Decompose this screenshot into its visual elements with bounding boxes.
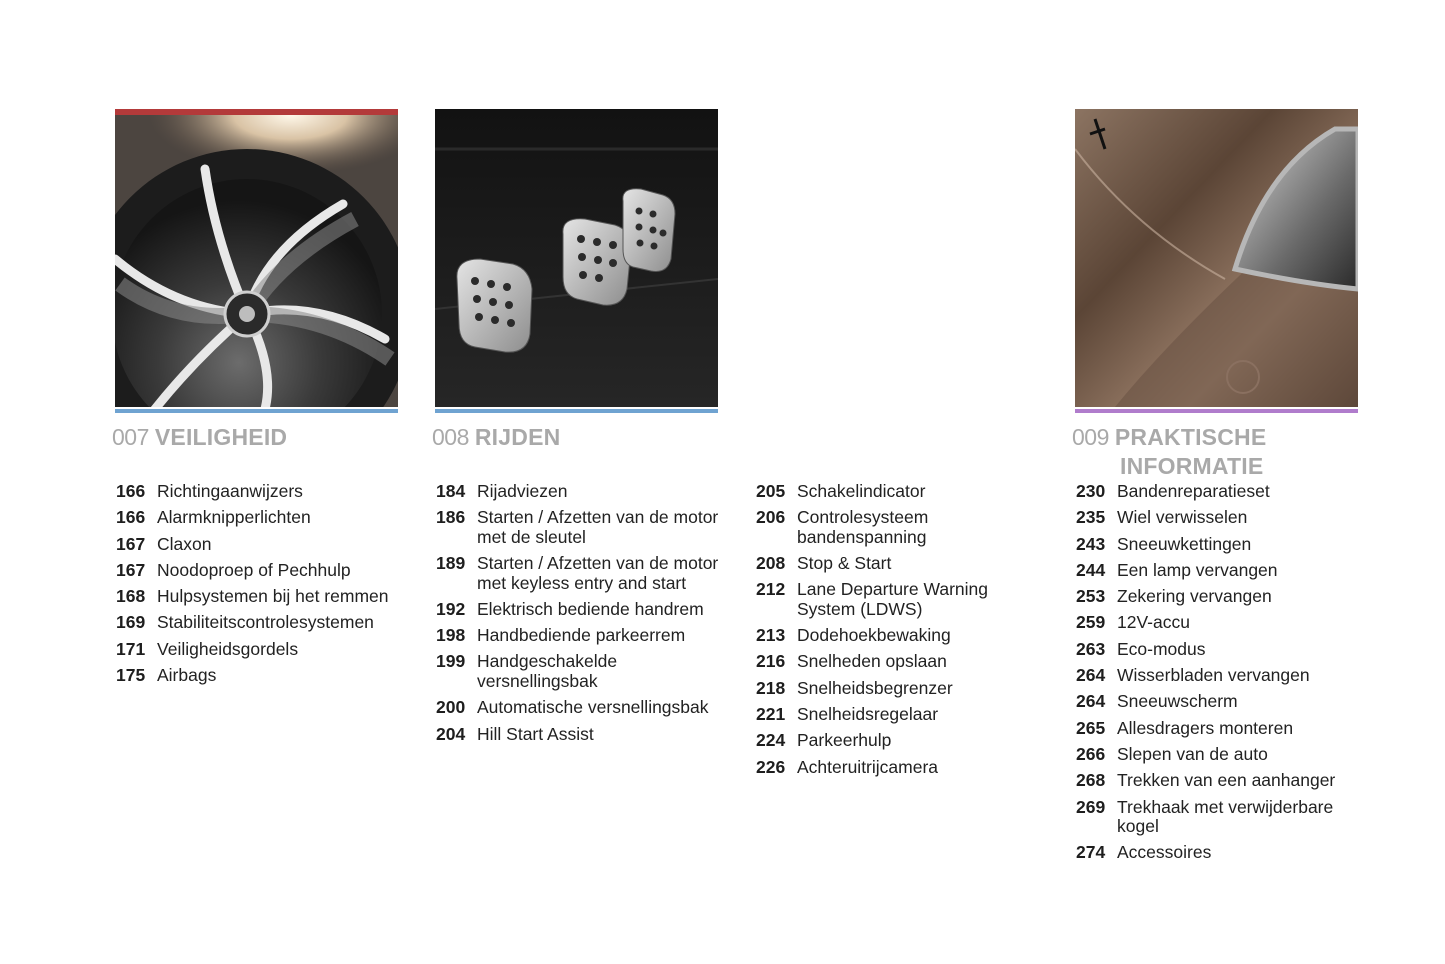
page-number: 230 xyxy=(1076,481,1106,501)
toc-entry[interactable] xyxy=(436,554,726,593)
section-divider xyxy=(435,409,718,413)
toc-entry[interactable] xyxy=(1076,843,1366,863)
entry-label: Hulpsystemen bij het remmen xyxy=(157,586,389,607)
toc-list-rijden xyxy=(436,482,726,751)
entry-label: Handgeschakelde versnellingsbak xyxy=(477,651,618,691)
section-number: 009 xyxy=(1072,424,1109,450)
page-number: 200 xyxy=(436,697,466,718)
toc-entry[interactable] xyxy=(756,508,1036,547)
toc-entry[interactable] xyxy=(116,666,406,686)
page-number: 269 xyxy=(1076,796,1106,817)
toc-entry[interactable] xyxy=(116,508,406,528)
entry-label: Automatische versnellingsbak xyxy=(477,697,709,718)
page-number: 189 xyxy=(436,553,466,574)
page-number: 221 xyxy=(756,704,786,725)
page-number: 274 xyxy=(1076,842,1106,863)
toc-entry[interactable] xyxy=(436,508,726,547)
page-number: 204 xyxy=(436,723,466,744)
toc-entry[interactable] xyxy=(436,725,726,745)
entry-label: Snelheidsregelaar xyxy=(797,704,939,725)
page-number: 168 xyxy=(116,586,146,607)
entry-label: Stabiliteitscontrolesystemen xyxy=(157,612,374,633)
page-number: 265 xyxy=(1076,717,1106,738)
entry-label: Eco-modus xyxy=(1117,638,1206,659)
entry-label: Stop & Start xyxy=(797,553,892,574)
toc-entry[interactable] xyxy=(756,482,1036,502)
toc-entry[interactable] xyxy=(756,758,1036,778)
toc-entry[interactable] xyxy=(756,554,1036,574)
page-number: 218 xyxy=(756,677,786,698)
entry-label: Lane Departure Warning System (LDWS) xyxy=(797,579,988,619)
page-number: 175 xyxy=(116,665,146,686)
toc-entry[interactable] xyxy=(1076,798,1366,837)
entry-label: Schakelindicator xyxy=(797,481,926,501)
entry-label: Richtingaanwijzers xyxy=(157,481,303,501)
toc-entry[interactable] xyxy=(436,626,726,646)
entry-label: Wiel verwisselen xyxy=(1117,507,1248,528)
page-number: 235 xyxy=(1076,507,1106,528)
page-number: 166 xyxy=(116,481,146,501)
toc-entry[interactable] xyxy=(1076,508,1366,528)
page-number: 244 xyxy=(1076,559,1106,580)
page-number: 259 xyxy=(1076,612,1106,633)
entry-label: Airbags xyxy=(157,665,217,686)
section-title: PRAKTISCHE xyxy=(1114,424,1267,450)
page-number: 205 xyxy=(756,481,786,501)
page-number: 198 xyxy=(436,625,466,646)
toc-entry[interactable] xyxy=(116,482,406,502)
toc-entry[interactable] xyxy=(116,587,406,607)
entry-label: Allesdragers monteren xyxy=(1117,717,1294,738)
toc-entry[interactable] xyxy=(756,580,1036,619)
entry-label: Rijadviezen xyxy=(477,481,568,501)
toc-entry[interactable] xyxy=(436,482,726,502)
page-number: 171 xyxy=(116,638,146,659)
section-heading-praktische-informatie xyxy=(1072,423,1266,481)
toc-entry[interactable] xyxy=(1076,613,1366,633)
section-number: 008 xyxy=(432,424,469,450)
page-number: 186 xyxy=(436,507,466,528)
entry-label: Handbediende parkeerrem xyxy=(477,625,686,646)
toc-entry[interactable] xyxy=(116,640,406,660)
entry-label: Trekhaak met verwijderbare kogel xyxy=(1117,796,1334,837)
entry-label: Bandenreparatieset xyxy=(1117,481,1270,501)
entry-label: Slepen van de auto xyxy=(1117,743,1268,764)
entry-label: Accessoires xyxy=(1117,842,1212,863)
toc-entry[interactable] xyxy=(116,613,406,633)
toc-entry[interactable] xyxy=(1076,745,1366,765)
entry-label: Elektrisch bediende handrem xyxy=(477,598,704,619)
entry-label: Starten / Afzetten van de motor met keyless entry and start xyxy=(477,553,719,593)
page-number: 167 xyxy=(116,533,146,554)
page-number: 206 xyxy=(756,507,786,528)
entry-label: Parkeerhulp xyxy=(797,730,892,751)
entry-label: Snelheden opslaan xyxy=(797,651,947,672)
page-number: 216 xyxy=(756,651,786,672)
page-number: 263 xyxy=(1076,638,1106,659)
entry-label: Snelheidsbegrenzer xyxy=(797,677,953,698)
toc-entry[interactable] xyxy=(436,698,726,718)
section-heading-rijden xyxy=(432,423,560,452)
toc-entry[interactable] xyxy=(1076,771,1366,791)
toc-entry[interactable] xyxy=(756,705,1036,725)
entry-label: 12V-accu xyxy=(1117,612,1190,633)
page-number: 224 xyxy=(756,730,786,751)
toc-list-praktische-informatie xyxy=(1076,482,1366,870)
toc-entry[interactable] xyxy=(1076,482,1366,502)
page-number: 268 xyxy=(1076,770,1106,791)
section-number: 007 xyxy=(112,424,149,450)
entry-label: Noodoproep of Pechhulp xyxy=(157,559,351,580)
entry-label: Trekken van een aanhanger xyxy=(1117,770,1336,791)
entry-label: Zekering vervangen xyxy=(1117,586,1272,607)
toc-list-rijden-continued xyxy=(756,482,1036,784)
toc-entry[interactable] xyxy=(436,600,726,620)
page-number: 266 xyxy=(1076,743,1106,764)
toc-entry[interactable] xyxy=(1076,719,1366,739)
toc-list-veiligheid xyxy=(116,482,406,692)
car-body-detail-photo xyxy=(1075,109,1358,407)
section-divider xyxy=(1075,409,1358,413)
entry-label: Alarmknipperlichten xyxy=(157,507,311,528)
section-title-line2: INFORMATIE xyxy=(1120,453,1264,479)
entry-label: Hill Start Assist xyxy=(477,723,594,744)
page-number: 243 xyxy=(1076,533,1106,554)
toc-entry[interactable] xyxy=(116,535,406,555)
page-number: 213 xyxy=(756,625,786,646)
page-number: 166 xyxy=(116,507,146,528)
toc-entry[interactable] xyxy=(1076,561,1366,581)
toc-entry[interactable] xyxy=(756,626,1036,646)
entry-label: Veiligheidsgordels xyxy=(157,638,299,659)
page-number: 212 xyxy=(756,579,786,600)
page-number: 169 xyxy=(116,612,146,633)
page-number: 264 xyxy=(1076,665,1106,686)
section-heading-veiligheid xyxy=(112,423,287,452)
entry-label: Claxon xyxy=(157,533,212,554)
toc-entry[interactable] xyxy=(436,652,726,691)
page-number: 208 xyxy=(756,553,786,574)
entry-label: Een lamp vervangen xyxy=(1117,559,1278,580)
pedals-photo xyxy=(435,109,718,407)
page-number: 192 xyxy=(436,598,466,619)
toc-entry[interactable] xyxy=(116,561,406,581)
page-number: 226 xyxy=(756,756,786,777)
toc-entry[interactable] xyxy=(756,652,1036,672)
section-title: VEILIGHEID xyxy=(154,424,288,450)
toc-entry[interactable] xyxy=(1076,640,1366,660)
entry-label: Wisserbladen vervangen xyxy=(1117,665,1310,686)
section-title: RIJDEN xyxy=(474,424,561,450)
toc-entry[interactable] xyxy=(756,731,1036,751)
toc-entry[interactable] xyxy=(1076,587,1366,607)
entry-label: Dodehoekbewaking xyxy=(797,625,951,646)
entry-label: Sneeuwkettingen xyxy=(1117,533,1252,554)
toc-entry[interactable] xyxy=(756,679,1036,699)
entry-label: Achteruitrijcamera xyxy=(797,756,939,777)
page-number: 184 xyxy=(436,481,466,501)
entry-label: Controlesysteem bandenspanning xyxy=(797,507,929,547)
entry-label: Sneeuwscherm xyxy=(1117,691,1238,712)
page-number: 167 xyxy=(116,559,146,580)
page-number: 199 xyxy=(436,651,466,672)
toc-entry[interactable] xyxy=(1076,666,1366,686)
alloy-wheel-photo xyxy=(115,109,398,407)
entry-label: Starten / Afzetten van de motor met de sleutel xyxy=(477,507,719,547)
toc-entry[interactable] xyxy=(1076,692,1366,712)
page-number: 253 xyxy=(1076,586,1106,607)
page-number: 264 xyxy=(1076,691,1106,712)
section-divider xyxy=(115,409,398,413)
toc-entry[interactable] xyxy=(1076,535,1366,555)
